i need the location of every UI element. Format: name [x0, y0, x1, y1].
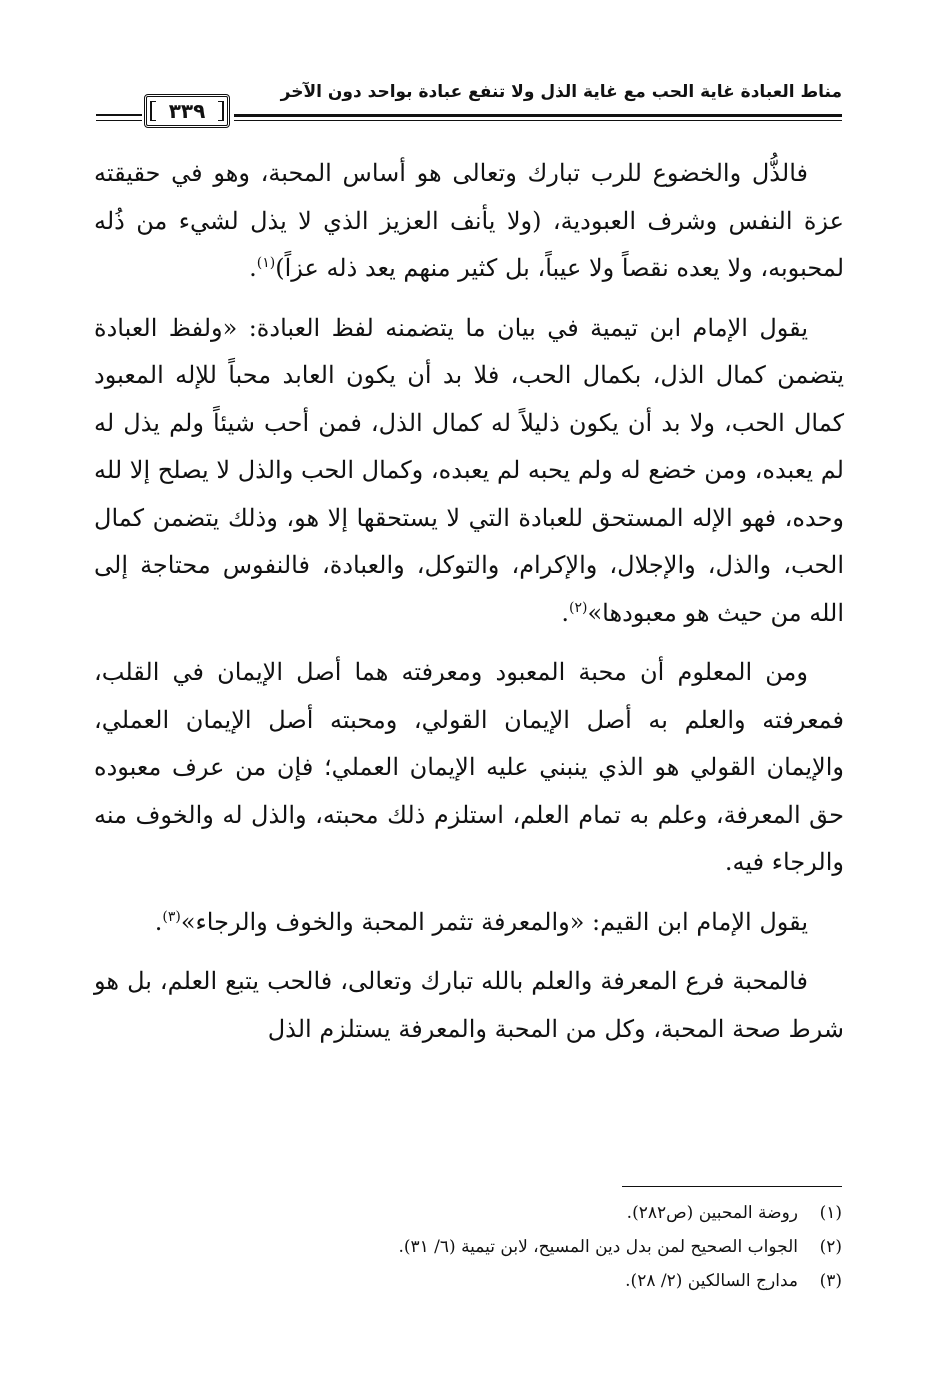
footnote-number: (٢) — [819, 1237, 842, 1257]
paragraph-end: . — [154, 907, 163, 936]
paragraph-end: . — [561, 598, 569, 627]
paragraph — [94, 305, 844, 638]
footnote-text: روضة المحبين (ص٢٨٢). — [626, 1203, 798, 1223]
paragraph — [94, 649, 844, 887]
running-header-title: مناط العبادة غاية الحب مع غاية الذل ولا تنفع عبادة بواحد دون الآخر — [280, 82, 842, 102]
paragraph — [94, 150, 844, 293]
footnote-number: (٣) — [819, 1271, 842, 1291]
header-rule — [234, 114, 842, 117]
footnote-text: الجواب الصحيح لمن بدل دين المسيح، لابن تيمية (٦/ ٣١). — [398, 1237, 798, 1257]
paragraph-text: فالمحبة فرع المعرفة والعلم بالله تبارك وتعالى، فالحب يتبع العلم، بل هو شرط صحة المحبة، وكل من المحبة والمعرفة يستلزم الذل — [94, 967, 844, 1043]
footnote — [142, 1230, 842, 1264]
footnote-text: مدارج السالكين (٢/ ٢٨). — [625, 1271, 798, 1291]
paragraph — [94, 958, 844, 1053]
paragraph-text: ومن المعلوم أن محبة المعبود ومعرفته هما أصل الإيمان في القلب، فمعرفته والعلم به أصل الإيمان القولي، ومحبته أصل الإيمان العملي، والإيمان القولي هو الذي ينبني عليه الإيمان العملي؛ فإن من عرف معبوده حق المعرفة، وعلم به تمام العلم، استلزم ذلك محبته، والذل له والخوف منه والرجاء فيه. — [94, 658, 844, 876]
page-number-frame — [144, 94, 230, 128]
footnotes — [142, 1196, 842, 1298]
header-rule-left — [96, 114, 142, 116]
paragraph — [94, 899, 844, 947]
running-header — [96, 78, 842, 128]
paragraph-end: . — [249, 254, 257, 282]
footnote-separator — [622, 1186, 842, 1187]
main-text — [94, 150, 844, 1065]
footnote — [142, 1196, 842, 1230]
footnote-ref: (٣) — [162, 908, 181, 925]
paragraph-text: يقول الإمام ابن تيمية في بيان ما يتضمنه لفظ العبادة: «ولفظ العبادة يتضمن كمال الذل، بكمال الحب، فلا بد أن يكون العابد محباً للإله المعبود كمال الحب، ولا بد أن يكون ذليلاً له كمال الذل، فمن أحب شيئاً ولم يذل له لم يعبده، ومن خضع له ولم يحبه لم يعبده، وكمال الحب والذل لا يصلح إلا لله وحده، فهو الإله المستحق للعبادة التي لا يستحقها إلا هو، وذلك يتضمن كمال الحب، والذل، والإجلال، والإكرام، والتوكل، والعبادة، فالنفوس محتاجة إلى الله من حيث هو معبودها» — [94, 313, 844, 627]
page-number: ٣٣٩ — [168, 99, 206, 123]
header-rule-left-thin — [96, 120, 142, 121]
footnote — [142, 1264, 842, 1298]
paragraph-text: يقول الإمام ابن القيم: «والمعرفة تثمر المحبة والخوف والرجاء» — [180, 907, 808, 936]
paragraph-text: فالذُّل والخضوع للرب تبارك وتعالى هو أساس المحبة، وهو في حقيقته عزة النفس وشرف العبودية، (ولا يأنف العزيز الذي لا يذل لشيء من ذُله لمحبوبه، ولا يعده نقصاً ولا عيباً، بل كثير منهم يعد ذله عزاً) — [94, 159, 844, 282]
footnote-ref: (١) — [256, 255, 276, 271]
footnote-number: (١) — [819, 1203, 842, 1223]
footnote-ref: (٢) — [568, 599, 588, 616]
header-rule-thin — [234, 120, 842, 121]
